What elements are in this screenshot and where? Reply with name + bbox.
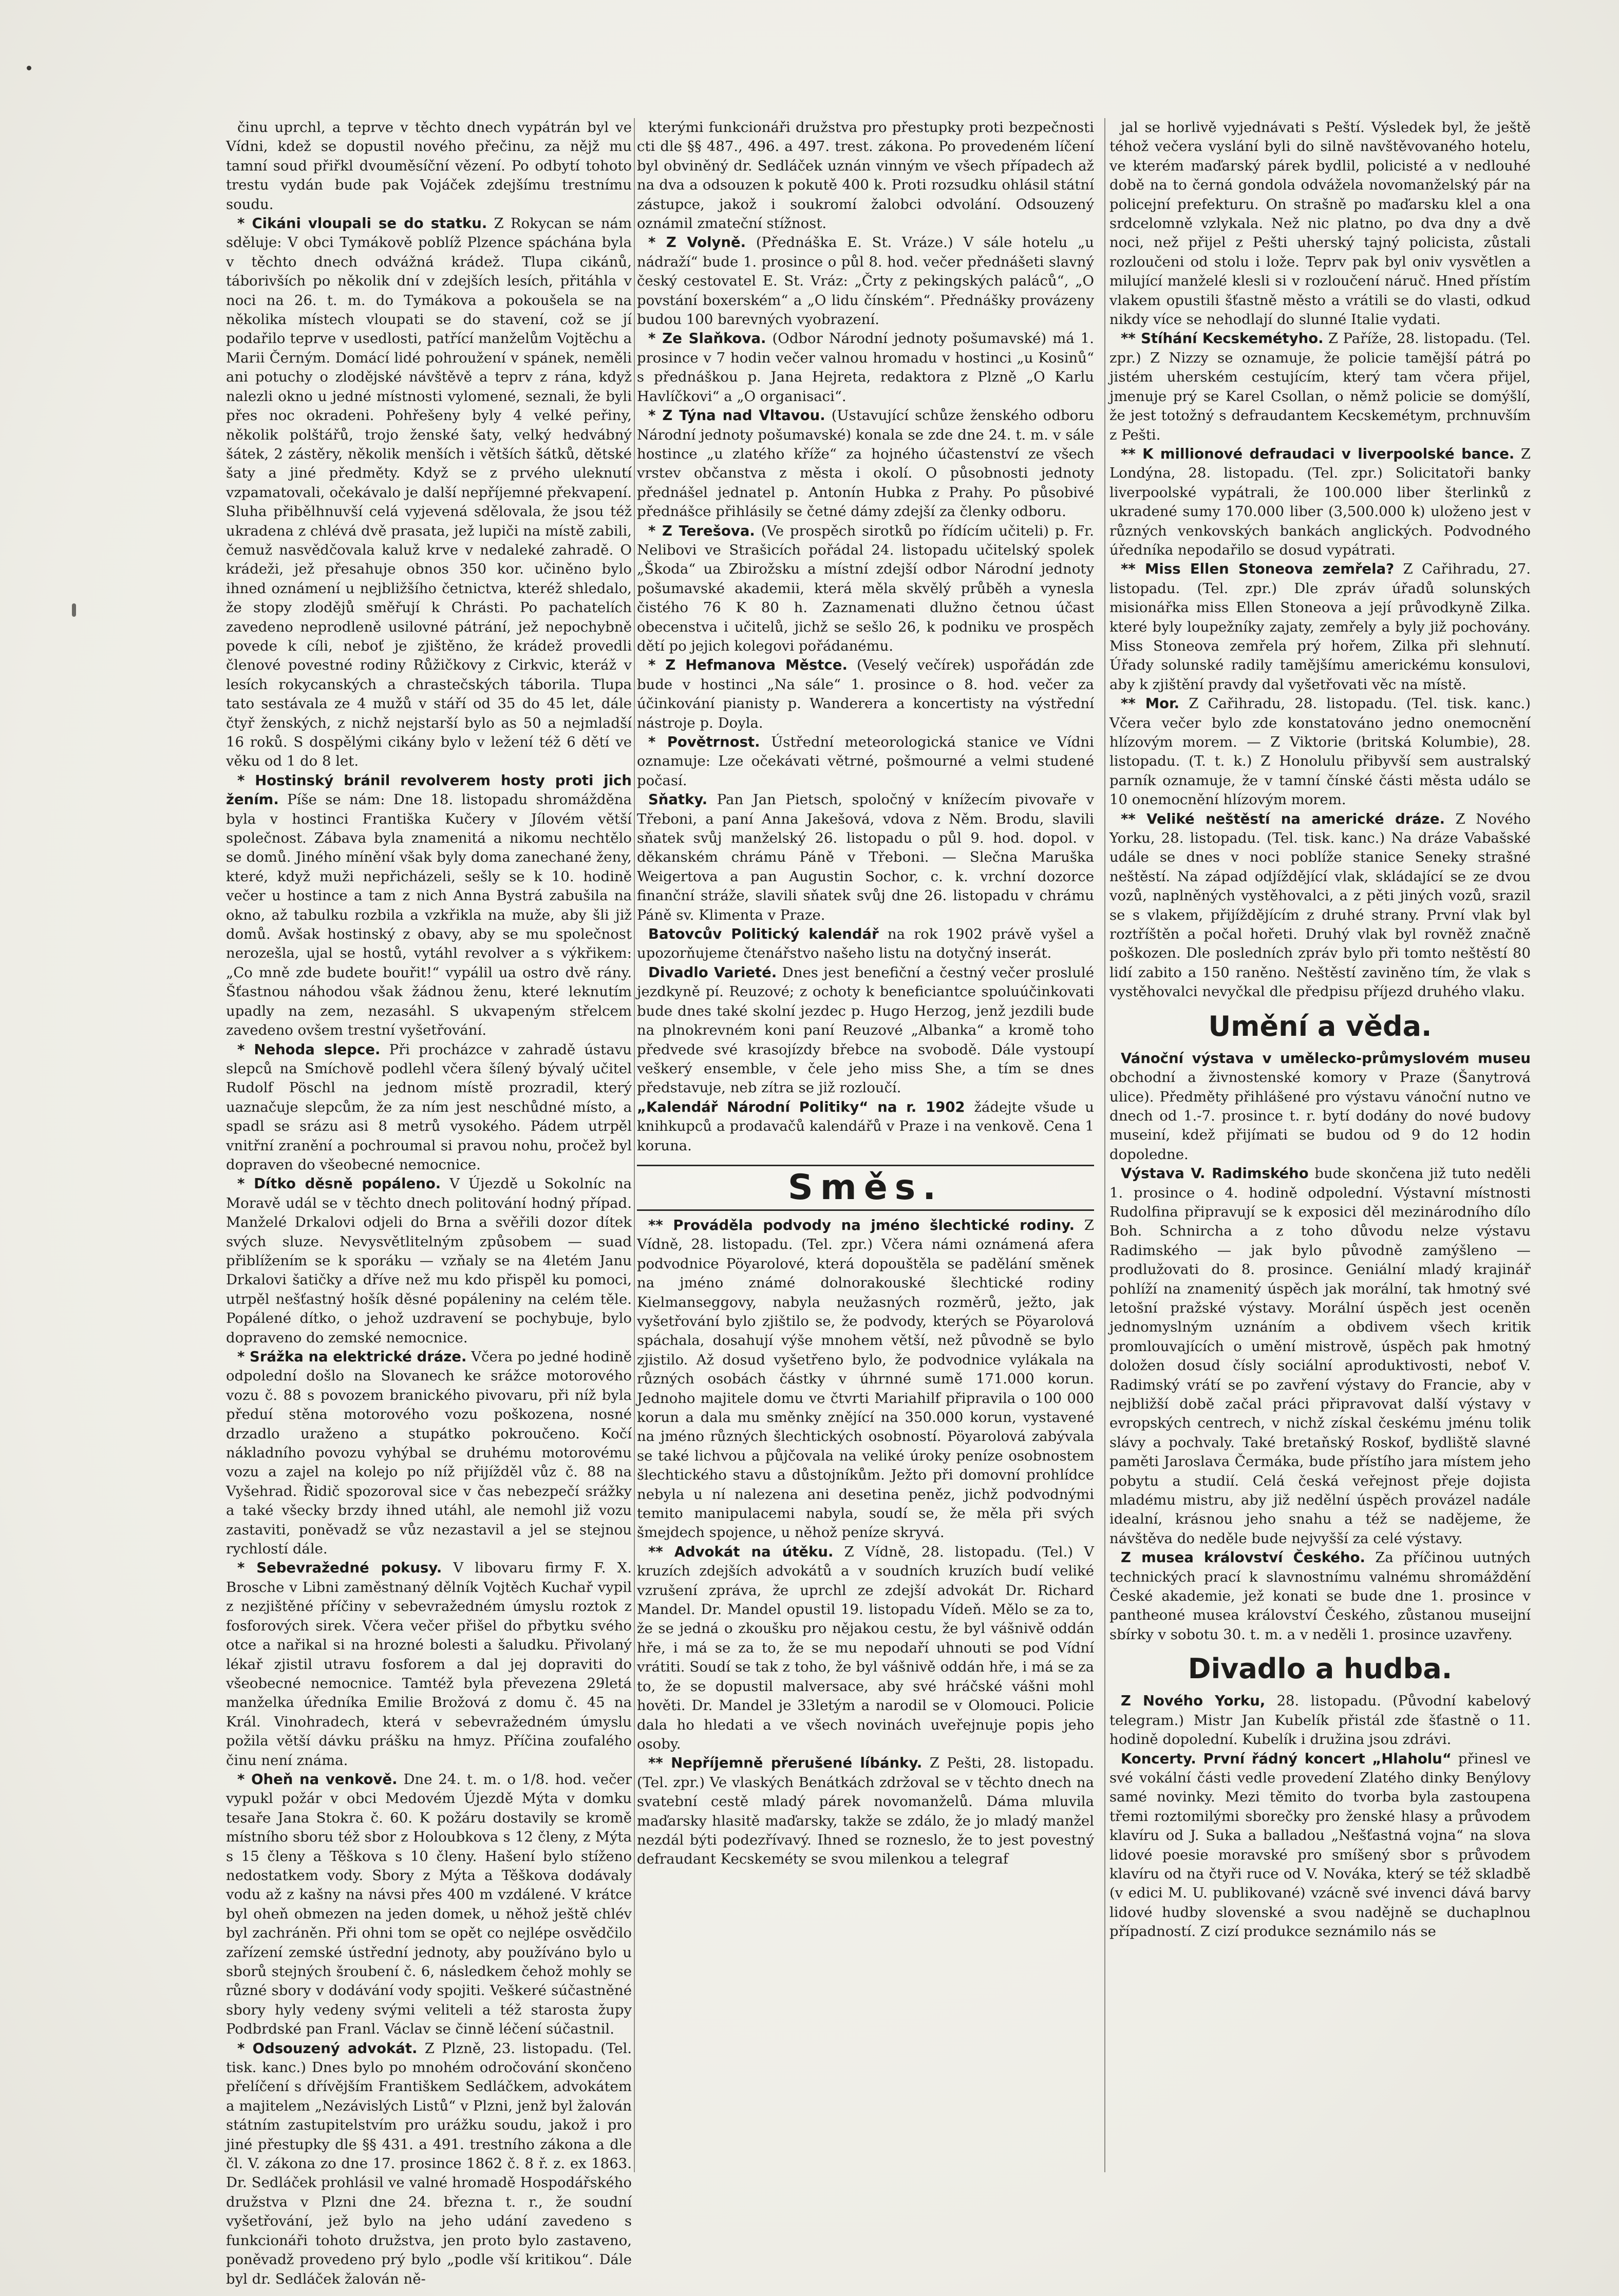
- news-headline: * Z Volyně.: [648, 234, 746, 251]
- news-item: [226, 214, 632, 771]
- news-item: [637, 406, 1094, 521]
- news-text: bude skončena již tuto neděli 1. prosince o 4. hodině odpolední. Výstavní místnosti Rudolfina připravují se k exposici děl mezinárodního dílo Boh. Schnircha a z toho důvodu nelze výstavu Radimského — jak bylo původně zamýšleno — prodlužovati do 8. prosince. Geniální mladý krajinář pohlíží na znamenitý úspěch jak morální, tak hmotný své letošní pražské výstavy. Morální úspěch jest oceněn jednomyslným uznáním a obdivem všech kritik promlouvajících o umění mistrově, úspěch pak hmotný doložen dosud čísly sociální aproduktivosti, neboť V. Radimský vrátí se po zavření výstavy do Francie, aby v nejbližší době začal práci připravovat další výstavy v evropských centrech, v nichž získal českému jménu tolik slávy a pochvaly. Také bretaňský Roskof, bydliště slavné paměti Jaroslava Čermáka, bude přístího jara místem jeho pobytu a studií. Celá česká veřejnost přeje dojista mladému mistru, aby již nedělní úspěch provázel nadále idealní, krásnou jeho snahu a též se nadějeme, že návštěva do neděle bude nejvyšší za celé výstavy.: [1109, 1165, 1531, 1547]
- news-text: obchodní a živnostenské komory v Praze (Šanytrová ulice). Předměty přihlášené pro výstavu vánoční nutno ve dnech od 1.-7. prosince t. r. bytí dodány do nové budovy museiní, kdež přijímati se budou od 9 do 12 hodin dopoledne.: [1109, 1069, 1531, 1163]
- news-item: [637, 1754, 1094, 1869]
- news-headline: * Ze Slaňkova.: [648, 330, 766, 347]
- news-text: přinesl ve své vokální části vedle provedení Zlatého dinky Benýlovy samé novinky. Mezi těmito do tvorba byla zastoupena třemi roztomilými sborečky pro ženské hlasy a průvodem klavíru od J. Suka a balladou „Nešťastná vojna“ na slova lidové poesie moravské pro smíšený sbor s průvodem klavíru od na čtyři ruce od V. Nováka, který se též skladbě (v edici M. U. publikované) vzácně své invenci dává barvy lidové hudby slovenské a svou nadějně se duchaplnou případností. Z cizí produkce seznámilo nás se: [1109, 1750, 1531, 1940]
- news-text: 28. listopadu. (Původní kabelový telegram.) Mistr Jan Kubelík přistál zde šťastně o 11. hodině dopolední. Kubelík i družina jsou zdrávi.: [1109, 1693, 1531, 1748]
- news-headline: Z musea království Českého.: [1121, 1549, 1366, 1566]
- news-item: [637, 522, 1094, 656]
- section-title-smes: Směs.: [637, 1165, 1094, 1211]
- news-text: Z Cařihradu, 27. listopadu. (Tel. zpr.) Dle zpráv úřadů solunských misionářka miss Ellen Stoneova a její průvodkyně Zilka. které byly loupežníky zajaty, zemřely a byly již pochovány. Miss Stoneova zemřela prý hořem, Zilka při slehnutí. Úřady solunské radily tamějšímu americkému konsulovi, aby k zjištění pravdy dal vyšetřovati věc na místě.: [1109, 561, 1531, 693]
- news-item: [1109, 1049, 1531, 1164]
- news-item: [226, 1559, 632, 1770]
- news-headline: ** Advokát na útěku.: [648, 1543, 834, 1560]
- news-text: Při procházce v zahradě ústavu slepců na Smíchově podlehl včera šílený bývalý učitel Rudolf Pöschl na jednom místě prozradil, který uaznačuje slepcům, že za ním jest neschůdné místo, a spadl se srázu asi 8 metrů vysokého. Pádem utrpěl vnitřní zranění a pochroumal si pravou nohu, pročež byl dopraven do všeobecné nemocnice.: [226, 1041, 632, 1173]
- column-right: [1109, 118, 1531, 2172]
- news-text: V libovaru firmy F. X. Brosche v Libni zaměstnaný dělník Vojtěch Kuchař vypil z nezjištěné příčiny v sebevražedném úmyslu roztok z fosforových sirek. Včera večer přišel do přbytku svého otce a nařikal si na hrozné bolesti a šaludku. Přivolaný lékař zjistil utravu fosforem a dal jej dopraviti do všeobecné nemocnice. Tamtéž byla převezena 29letá manželka úředníka Emilie Brožová z domu č. 45 na Král. Vinohradech, která v sebevražedném úmyslu požila větší dávku prášku na hmyz. Příčina zoufalého činu není známa.: [226, 1560, 632, 1769]
- news-item: [1109, 810, 1531, 1002]
- news-headline: * Sebevražedné pokusy.: [237, 1560, 442, 1577]
- column-middle: [637, 118, 1094, 2172]
- column-divider: [634, 118, 635, 2172]
- news-headline: ** Prováděla podvody na jméno šlechtické rodiny.: [648, 1217, 1075, 1234]
- news-item: [1109, 329, 1531, 444]
- news-item: [637, 233, 1094, 329]
- column-left: [226, 118, 632, 2287]
- news-item: [1109, 1548, 1531, 1644]
- news-headline: * Odsouzený advokát.: [237, 2040, 418, 2057]
- news-item: [226, 1348, 632, 1559]
- news-item: [637, 963, 1094, 1098]
- news-text: Dne 24. t. m. o 1/8. hod. večer vypukl požár v obci Medovém Újezdě Mýta v domku tesaře Jana Stokra č. 60. K požáru dostavily se kromě místního sboru též sbor z Holoubkova s 12 členy, z Mýta s 15 členy a Těškova s 10 členy. Hašení bylo stíženo nedostatkem vody. Sbory z Mýta a Těškova dodávaly vodu až z kašny na návsi přes 400 m vzdálené. V krátce byl oheň obmezen na jeden domek, u něhož ještě chlév byl zachráněn. Při ohni tom se opět co nejlépe osvědčilo zařízení zemské ústřední jednoty, aby používáno bylo u sborů stejných šroubení č. 6, následkem čehož mohly se různé sbory v dodávání vody spojiti. Veškeré súčastněné sbory hyly vedeny svými veliteli a též starosta župy Podbrdské pan Franl. Václav se činně léčení súčastnil.: [226, 1771, 632, 2038]
- margin-speck: [27, 66, 31, 70]
- section-title-umeni: Umění a věda.: [1208, 1010, 1432, 1042]
- news-headline: ** Stíhání Kecskemétyho.: [1121, 330, 1324, 347]
- news-item: [637, 790, 1094, 925]
- news-item: [226, 771, 632, 1040]
- news-headline: Vánoční výstava v umělecko-průmyslovém museu: [1121, 1050, 1531, 1067]
- news-item: [1109, 694, 1531, 809]
- news-item: [226, 1174, 632, 1348]
- news-text: Z Londýna, 28. listopadu. (Tel. zpr.) Solicitatoři banky liverpoolské vypátrali, že 100.000 liber šterlinků z ukradené sumy 170.000 liber (3,500.000 k) uloženo jest v různých venkovských bankách anglických. Podvodného úředníka nepodařilo se dosud vypátrati.: [1109, 445, 1531, 558]
- news-item: [226, 1040, 632, 1175]
- news-headline: ** K millionové defraudaci v liverpoolské bance.: [1121, 445, 1515, 462]
- column-divider: [1104, 118, 1105, 2172]
- news-text: (Ustavující schůze ženského odboru Národní jednoty pošumavské) konala se zde dne 24. t. m. v sále hostince „u zlatého kříže“ za hojného účastenství ze všech vrstev občanstva z města i okolí. O působnosti jednoty přednášel jednatel p. Antonín Hubka z Prahy. Po působivé přednášce přihlásily se četné dámy zdejší za členky odboru.: [637, 407, 1094, 520]
- news-headline: * Oheň na venkově.: [237, 1771, 398, 1788]
- news-headline: * Cikáni vloupali se do statku.: [237, 215, 487, 232]
- news-item: [637, 1543, 1094, 1754]
- section-title-divadlo: Divadlo a hudba.: [1188, 1653, 1453, 1685]
- news-item: [1109, 445, 1531, 560]
- paragraph: kterými funkcionáři družstva pro přestupky proti bezpečnosti cti dle §§ 487., 496. a 497. trest. zákona. Po provedeném líčení byl obviněný dr. Sedláček uznán vinným ve všech případech až na dva a odsouzen k pokutě 400 k. Proti rozsudku ohlásil státní zástupce, jakož i soukromí žalobci odvolání. Odsouzený oznámil zmateční stížnost.: [637, 119, 1094, 232]
- news-item: [637, 733, 1094, 790]
- news-headline: Koncerty. První řádný koncert „Hlaholu“: [1121, 1750, 1452, 1767]
- calendar-advert-title: „Kalendář Národní Politiky“ na r. 1902: [637, 1098, 965, 1115]
- news-text: V Újezdě u Sokolníc na Moravě udál se v těchto dnech politování hodný případ. Manželé Drkalovi odjeli do Brna a svěřili dozor dítek svých sluze. Nevysvětlitelným způsobem — suad přiblížením se k sporáku — vzňaly se na 4letém Janu Drkalovi šatičky a dříve než mu kdo přispěl ku pomoci, utrpěl nešťastný hošík děsné popáleniny na celém těle. Popálené dítko, o jehož uzdravení se pochybuje, bylo dopraveno do zemské nemocnice.: [226, 1175, 632, 1346]
- news-item: [637, 925, 1094, 963]
- news-text: Dnes jest benefiční a čestný večer proslulé jezdkyně pí. Reuzové; z ochoty k beneficiantce spoluúčinkovati bude dnes také skolní jezdec p. Hugo Herzog, jenž jezdili bude na plnokrevném koni paní Reuzové „Albanka“ a kromě toho předvede své krasojízdy břebce na svobodě. Dále vystoupí veškerý ensemble, v čele jeho miss She, a tím se dnes představuje, neb zítra se již rozloučí.: [637, 964, 1094, 1096]
- news-item: [1109, 560, 1531, 694]
- calendar-advert: [637, 1098, 1094, 1155]
- news-text: Z Vídně, 28. listopadu. (Tel.) V kruzích zdejších advokátů a v soudních kruzích budí veliké vzrušení zpráva, že uprchl ze zdejší advokát Dr. Richard Mandel. Dr. Mandel opustil 19. listopadu Vídeň. Mělo se za to, že se jedná o zkoušku pro nějakou cestu, že byl vášnivě oddán hře, i má se za to, že se mu nepodaří uhnouti se pod Vídní vrátiti. Soudí se tak z toho, že byl vášnivě oddán hře, i má se za to, že se dopustil malversace, aby své hráčské vášni mohl hověti. Dr. Mandel je 33letým a narodil se v Olomouci. Policie dala ho hledati a ve všech novinách uveřejnuje popis jeho osoby.: [637, 1543, 1094, 1752]
- news-text: Z Nového Yorku, 28. listopadu. (Tel. tisk. kanc.) Na dráze Vabašské udále se dnes v noci poblíže stanice Seneky strašné neštěstí. Na západ odjíždějící vlak, skládající se ze dvou vozů, naplněných vystěhovalci, a z pěti jiných vozů, srazil se s vlakem, přijíždějícím z druhé strany. První vlak byl roztříštěn a počal hořeti. Druhý vlak byl rovněž značně poškozen. Dle posledních zpráv bylo při tomto neštěstí 80 lidí zabito a 150 raněno. Neštěstí zaviněno tím, že vlak s vystěhovalci nevyčkal dle předpisu příjezd druhého vlaku.: [1109, 810, 1531, 1000]
- news-text: Z Pešti, 28. listopadu. (Tel. zpr.) Ve vlaských Benátkách zdržoval se v těchto dnech na svatební cestě mladý párek novomanželů. Dáma mluvila maďarsky hlasitě maďarsky, takže se zdálo, že jo mladý manžel nezdál býti podezřívavý. Ihned se rozneslo, že to jest povestný defraudant Kecskeméty se svou milenkou a telegraf: [637, 1755, 1094, 1868]
- news-item: [1109, 1750, 1531, 1942]
- news-item: [637, 656, 1094, 733]
- news-headline: Sňatky.: [648, 791, 708, 808]
- news-headline: * Hostinský bránil revolverem hosty proti jich žením.: [226, 772, 632, 808]
- news-item: [637, 1216, 1094, 1543]
- paragraph: jal se horlivě vyjednávati s Peští. Výsledek byl, že ještě téhož večera vyslání byli do silně navštěvovaného hotelu, ve kterém maďarský párek bydlil, policisté a v nedlouhé době na to černá gondola odvážela novomanželský pár na policejní prefekturu. On strašně po maďarsku klel a ona srdcelomně vzlykala. Než nic platno, po dva dny a dvě noci, než přijel z Pešti uherský tajný policista, zůstali rozloučeni od stolu i lože. Teprv pak byl oniv vysvětlen a milující manželé klesli si v rozloučení náruč. Hned přístím vlakem opustili šťastně město a vrátili se do vlasti, odkud nikdy více se nehodlají do slunné Italie vydati.: [1109, 119, 1531, 328]
- news-headline: Z Nového Yorku,: [1121, 1693, 1266, 1710]
- news-text: Za příčinou uutných technických prací k slavnostnímu valnému shromáždění České akademie, jež konati se bude dne 1. prosince v pantheoné musea království Českého, zůstanou museijní sbírky v sobotu 30. t. m. a v neděli 1. prosince uzavřeny.: [1109, 1549, 1531, 1643]
- news-item: [1109, 1164, 1531, 1548]
- news-text: Z Cařihradu, 28. listopadu. (Tel. tisk. kanc.) Včera večer bylo zde konstatováno jedno onemocnění hlízovým morem. — Z Viktorie (britská Kolumbie), 28. listopadu. (T. t. k.) Z Honolulu přibyvší sem australský parník oznamuje, že v tamní čínské části města událo se 10 onemocnění hlízovým morem.: [1109, 695, 1531, 808]
- news-headline: ** Nepříjemně přerušené líbánky.: [648, 1755, 923, 1772]
- news-text: Pan Jan Pietsch, spoločný v knížecím pivovaře v Třeboni, a paní Anna Jakešová, vdova z Něm. Brodu, slavili sňatek svůj manželský 26. listopadu o půl 9. hod. dopol. v děkanském chrámu Páně v Třeboni. — Slečna Maruška Weigertova a pan Augustin Sochor, c. k. vrchní dozorce finanční stráže, slavili sňatek svůj dne 26. listopadu v chrámu Páně sv. Klimenta v Praze.: [637, 791, 1094, 923]
- news-text: (Přednáška E. St. Vráze.) V sále hotelu „u nádraží“ bude 1. prosince o půl 8. hod. večer přednášeti slavný český cestovatel E. St. Vráz: „Črty z pekingských paláců“, „O povstání boxerském“ a „O lidu čínském“. Přednášky provázeny budou 100 barevných vyobrazení.: [637, 234, 1094, 328]
- news-headline: Batovcův Politický kalendář: [648, 926, 879, 943]
- news-headline: Výstava V. Radimského: [1121, 1165, 1309, 1182]
- news-headline: ** Veliké neštěstí na americké dráze.: [1121, 810, 1445, 827]
- news-headline: * Nehoda slepce.: [237, 1041, 381, 1058]
- news-text: (Odbor Národní jednoty pošumavské) má 1. prosince v 7 hodin večer valnou hromadu v hostinci „u Kosinů“ s přednáškou p. Jana Hejreta, redaktora z Plzně „O Karlu Havlíčkovi“ a „O organisaci“.: [637, 330, 1094, 405]
- paragraph: činu uprchl, a teprve v těchto dnech vypátrán byl ve Vídni, kdež se dopustil nového přečinu, za nějž mu tamní soud přiřkl dvouměsíční vězení. Po odbytí tohoto trestu vydán bude pak Vojáček zdejšímu trestnímu soudu.: [226, 119, 632, 213]
- news-text: Včera po jedné hodině odpolední došlo na Slovanech ke srážce motorového vozu č. 88 s povozem branického pivovaru, při níž byla předuí stěna motorového vozu poškozena, nosné drzadlo uraženo a stupátko pokroučeno. Kočí nákladního povozu vyhýbal se druhému motorovému vozu a zajel na kolejo po níž přijížděl vůz č. 88 na Vyšehrad. Řidič spozoroval sice v čas nebezpečí srážky a také všecky brzdy ihned utáhl, ale nemohl již vozu zastaviti, poněvadž se vůz nezastavil a jel se stejnou rychlostí dále.: [226, 1349, 632, 1558]
- news-text: Píše se nám: Dne 18. listopadu shromážděna byla v hostinci Františka Kučery v Jílovém větší společnost. Zábava byla znamenitá a nikomu nechtělo se domů. Jiného mínění však byly doma zanechané ženy, které, když muži nepřicházeli, sešly se k 10. hodině večer u hostince a tam z nich Anna Bystrá zabušila na okno, až tabulku rozbila a vzkřikla na muže, aby šli již domů. Avšak hostinský z obavy, aby se mu společnost nerozešla, ujal se hostů, vytáhl revolver a s výkřikem: „Co mně zde budete bouřit!“ vypálil ua ostro dvě rány. Šťastnou náhodou však žádnou ženu, které leknutím upadly na zem, nezasáhl. S ukvapeným střelcem zavedeno ovšem trestní vyšetřování.: [226, 791, 632, 1039]
- news-text: Ústřední meteorologická stanice ve Vídni oznamuje: Lze očekávati větrné, pošmourné a velmi studené počasí.: [637, 734, 1094, 789]
- news-headline: * Z Hefmanova Městce.: [648, 657, 848, 674]
- news-headline: * Z Týna nad Vltavou.: [648, 407, 825, 424]
- news-headline: ** Miss Ellen Stoneova zemřela?: [1121, 561, 1395, 578]
- news-headline: ** Mor.: [1121, 695, 1180, 712]
- news-item: [226, 1770, 632, 2039]
- news-text: Z Rokycan se nám sděluje: V obci Tymákově poblíž Plzence spáchána byla v těchto dnech odvážná krádež. Tlupa cikánů, táborivších po několik dní v zdejších lesích, přitáhla v noci na 26. t. m. do Tymákova a pokoušela se na několika místech vloupati se do stavení, což se jí podařilo teprve v usedlosti, patřící manželům Vojtěchu a Marii Černým. Domácí lidé pohroužení v spánek, neměli ani potuchy o zlodějské návštěvě a teprv z rána, když nalezli okno u jedné místnosti vylomené, seznali, že byli přes noc okradeni. Pohřešeny byly 4 velké peřiny, několik polštářů, trojo ženské šaty, velký hedvábný šátek, 2 zástěry, několik menších i větších šátků, dětské šaty a jiné předměty. Když se z prvého uleknutí vzpamatovali, očekávalo je další nepříjemné překvapení. Sluha přibělhnuvší celá vyjevená sdělovala, že jsou též ukradena z chlévá dvě prasata, jež lupiči na místě zabili, čemuž nasvědčovala kaluž krve v nedaleké zahradě. O krádeži, jež přesahuje obnos 350 kor. učiněno bylo ihned oznámení u nejbližšího četnictva, kteréž shledalo, že stopy zlodějů směřují k Chrásti. Po pachatelích zavedeno neprodleně usilovné pátrání, jež nepochybně povede k cíli, neboť je zjištěno, že krádež provedli členové povestné rodiny Růžičkovy z Cirkvic, kteráž v lesích rokycanských a chrastečských táborila. Tlupa tato sestávala ze 4 mužů v stáří od 35 do 45 let, dále čtyř ženských, z nichž nejstarší bylo as 50 a nejmladší 16 roků. S dospělými cikány bylo v ležení též 6 dětí ve věku od 1 do 8 let.: [226, 215, 632, 770]
- calendar-advert-text: žádejte všude u knihkupců a prodavačů kalendářů v Praze i na venkově. Cena 1 koruna.: [637, 1098, 1094, 1154]
- news-item: [1109, 1692, 1531, 1749]
- news-headline: * Povětrnost.: [648, 734, 760, 750]
- news-text: Z Paříže, 28. listopadu. (Tel. zpr.) Z Nizzy se oznamuje, že policie tamější pátrá po jistém uherském cestujícím, který tam včera přijel, jmenuje prý se Karel Csollan, o němž policie se domýšlí, že jest totožný s defraudantem Kecskemétym, prchnuvším z Pešti.: [1109, 330, 1531, 443]
- news-text: (Ve prospěch sirotků po řídícím učiteli) p. Fr. Nelibovi ve Strašicích pořádal 24. listopadu učitelský spolek „Škoda“ ua Zbirožsku a místní zdejší odbor Národní jednoty pošumavské akademii, která měla skvělý průběh a vynesla čistého 76 K 80 h. Zaznamenati dlužno četnou účast obecenstva i učitelů, jichž se sešlo 26, k podniku ve prospěch dětí po jejich kolegovi pořádanému.: [637, 522, 1094, 654]
- margin-speck: [72, 603, 76, 617]
- news-item: [637, 329, 1094, 406]
- news-item: [226, 2039, 632, 2289]
- news-headline: * Dítko děsně popáleno.: [237, 1175, 441, 1192]
- news-headline: Divadlo Varieté.: [648, 964, 777, 981]
- news-headline: * Z Terešova.: [648, 522, 755, 539]
- news-headline: * Srážka na elektrické dráze.: [237, 1349, 467, 1365]
- news-text: Z Plzně, 23. listopadu. (Tel. tisk. kanc.) Dnes bylo po mnohém odročování skončeno přelíčení s dřívějším Františkem Sedláčkem, advokátem a majitelem „Nezávislých Listů“ v Plzni, jenž byl žalován státním zastupitelstvím pro urážku soudu, jakož i pro jiné přestupky dle §§ 431. a 491. trestního zákona a dle čl. V. zákona zo dne 17. prosince 1862 č. 8 ř. z. ex 1863. Dr. Sedláček prohlásil ve valné hromadě Hospodářského družstva v Plzni dne 24. března t. r., že soudní vyšetřování, jež bylo na jeho udání zavedeno s funkcionáři tohoto družstva, jen proto bylo zastaveno, poněvadž provedeno prý bylo „podle vší kritikou“. Dále byl dr. Sedláček žalován ně-: [226, 2040, 632, 2287]
- news-text: Z Vídně, 28. listopadu. (Tel. zpr.) Včera námi oznámená afera podvodnice Pöyarolové, která dopouštěla se padělání směnek na jméno známé dolnorakouské šlechtické rodiny Kielmanseggovy, nabyla neužasných rozměrů, ježto, jak vyšetřování bylo zjištilo se, že podvody, kterých se Pöyarolová spáchala, dosahují výše mnohem větší, než původně se bylo zjistilo. Až dosud vyšetřeno bylo, že podvodnice vylákala na různých osobách částky v úhrnné sumě 171.000 korun. Jednoho majitele domu ve čtvrti Mariahilf připravila o 100 000 korun a dala mu směnky znějící na 350.000 korun, vystavené na jméno různých šlechtických osobností. Pöyarolová zabývala se také lichvou a půjčovala na veliké úroky peníze osobnostem šlechtického stavu a důstojníkům. Ježto při domovní prohlídce nebyla u ní nalezena ani desetina peněz, jichž podvodnými temito manipulacemi nabyla, soudí se, že měla při svých šmejdech spojence, u něhož peníze skryvá.: [637, 1217, 1094, 1541]
- news-text: na rok 1902 právě vyšel a upozorňujeme čtenářstvo našeho listu na dotyčný inserát.: [637, 926, 1094, 962]
- news-text: (Veselý večírek) uspořádán zde bude v hostinci „Na sále“ 1. prosince o 8. hod. večer za účinkování pianisty p. Wanderera a koncertisty na výstřední nástroje p. Doyla.: [637, 657, 1094, 731]
